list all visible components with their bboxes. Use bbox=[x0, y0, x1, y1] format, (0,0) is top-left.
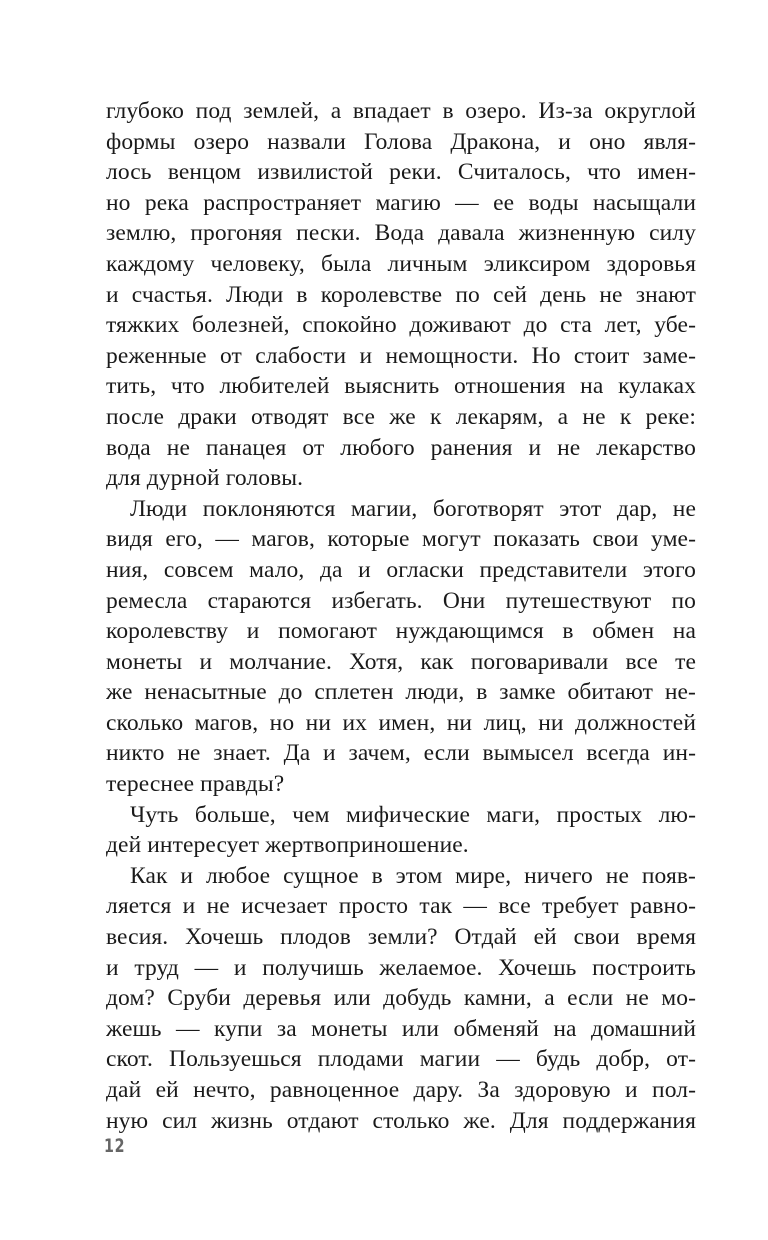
text-line: королевству и помогают нуждающимся в обмен на bbox=[106, 618, 696, 645]
text-line: Чуть больше, чем мифические маги, простых лю- bbox=[130, 801, 696, 828]
paragraph bbox=[106, 494, 696, 800]
text-line: формы озеро назвали Голова Дракона, и оно явля- bbox=[106, 128, 696, 155]
text-line: Люди поклоняются магии, боготворят этот дар, не bbox=[130, 495, 696, 522]
text-line: глубоко под землей, а впадает в озеро. Из-за округлой bbox=[106, 98, 696, 124]
text-line: землю, прогоняя пески. Вода давала жизненную силу bbox=[106, 220, 696, 247]
text-line: и счастья. Люди в королевстве по сей день не знают bbox=[106, 281, 696, 308]
text-line: реженные от слабости и немощности. Но стоит заме- bbox=[106, 342, 696, 369]
text-line: ремесла стараются избегать. Они путешествуют по bbox=[106, 587, 696, 614]
text-line: тереснее правды? bbox=[106, 771, 285, 798]
paragraph bbox=[106, 96, 696, 494]
text-line: дей интересует жертвоприношение. bbox=[106, 832, 469, 859]
text-line: но река распространяет магию — ее воды насыщали bbox=[106, 189, 696, 216]
page-number: 12 bbox=[104, 1135, 126, 1157]
text-line: жешь — купи за монеты или обменяй на домашний bbox=[106, 1015, 696, 1042]
text-line: для дурной головы. bbox=[106, 465, 304, 492]
text-line: лось венцом извилистой реки. Считалось, что имен- bbox=[106, 159, 696, 186]
text-line: монеты и молчание. Хотя, как поговаривали все те bbox=[106, 648, 696, 675]
body-text bbox=[106, 96, 696, 1136]
text-line: дай ей нечто, равноценное дару. За здоровую и пол- bbox=[106, 1077, 696, 1103]
text-line: весия. Хочешь плодов земли? Отдай ей свои время bbox=[106, 924, 696, 951]
text-line: видя его, — магов, которые могут показать свои уме- bbox=[106, 526, 696, 553]
text-line: Как и любое сущное в этом мире, ничего не появ- bbox=[130, 862, 696, 889]
text-line: же ненасытные до сплетен люди, в замке обитают не- bbox=[106, 679, 696, 706]
text-line: каждому человеку, была личным эликсиром здоровья bbox=[106, 250, 696, 277]
text-line: ляется и не исчезает просто так — все требует равно- bbox=[106, 893, 696, 920]
text-line: тяжких болезней, спокойно доживают до ста лет, убе- bbox=[106, 312, 696, 339]
paragraph bbox=[106, 800, 696, 861]
text-line: скот. Пользуешься плодами магии — будь добр, от- bbox=[106, 1046, 696, 1073]
text-line: сколько магов, но ни их имен, ни лиц, ни должностей bbox=[106, 709, 696, 736]
text-line: никто не знает. Да и зачем, если вымысел всегда ин- bbox=[106, 740, 696, 767]
text-line: дом? Сруби деревья или добудь камни, а если не мо- bbox=[106, 985, 696, 1012]
text-line: и труд — и получишь желаемое. Хочешь построить bbox=[106, 954, 696, 981]
text-line: ния, совсем мало, да и огласки представители этого bbox=[106, 556, 696, 583]
text-line: ную сил жизнь отдают столько же. Для поддержания bbox=[106, 1107, 696, 1134]
text-line: вода не панацея от любого ранения и не лекарство bbox=[106, 434, 696, 461]
paragraph bbox=[106, 861, 696, 1136]
text-line: тить, что любителей выяснить отношения на кулаках bbox=[106, 373, 696, 400]
text-line: после драки отводят все же к лекарям, а не к реке: bbox=[106, 403, 696, 430]
